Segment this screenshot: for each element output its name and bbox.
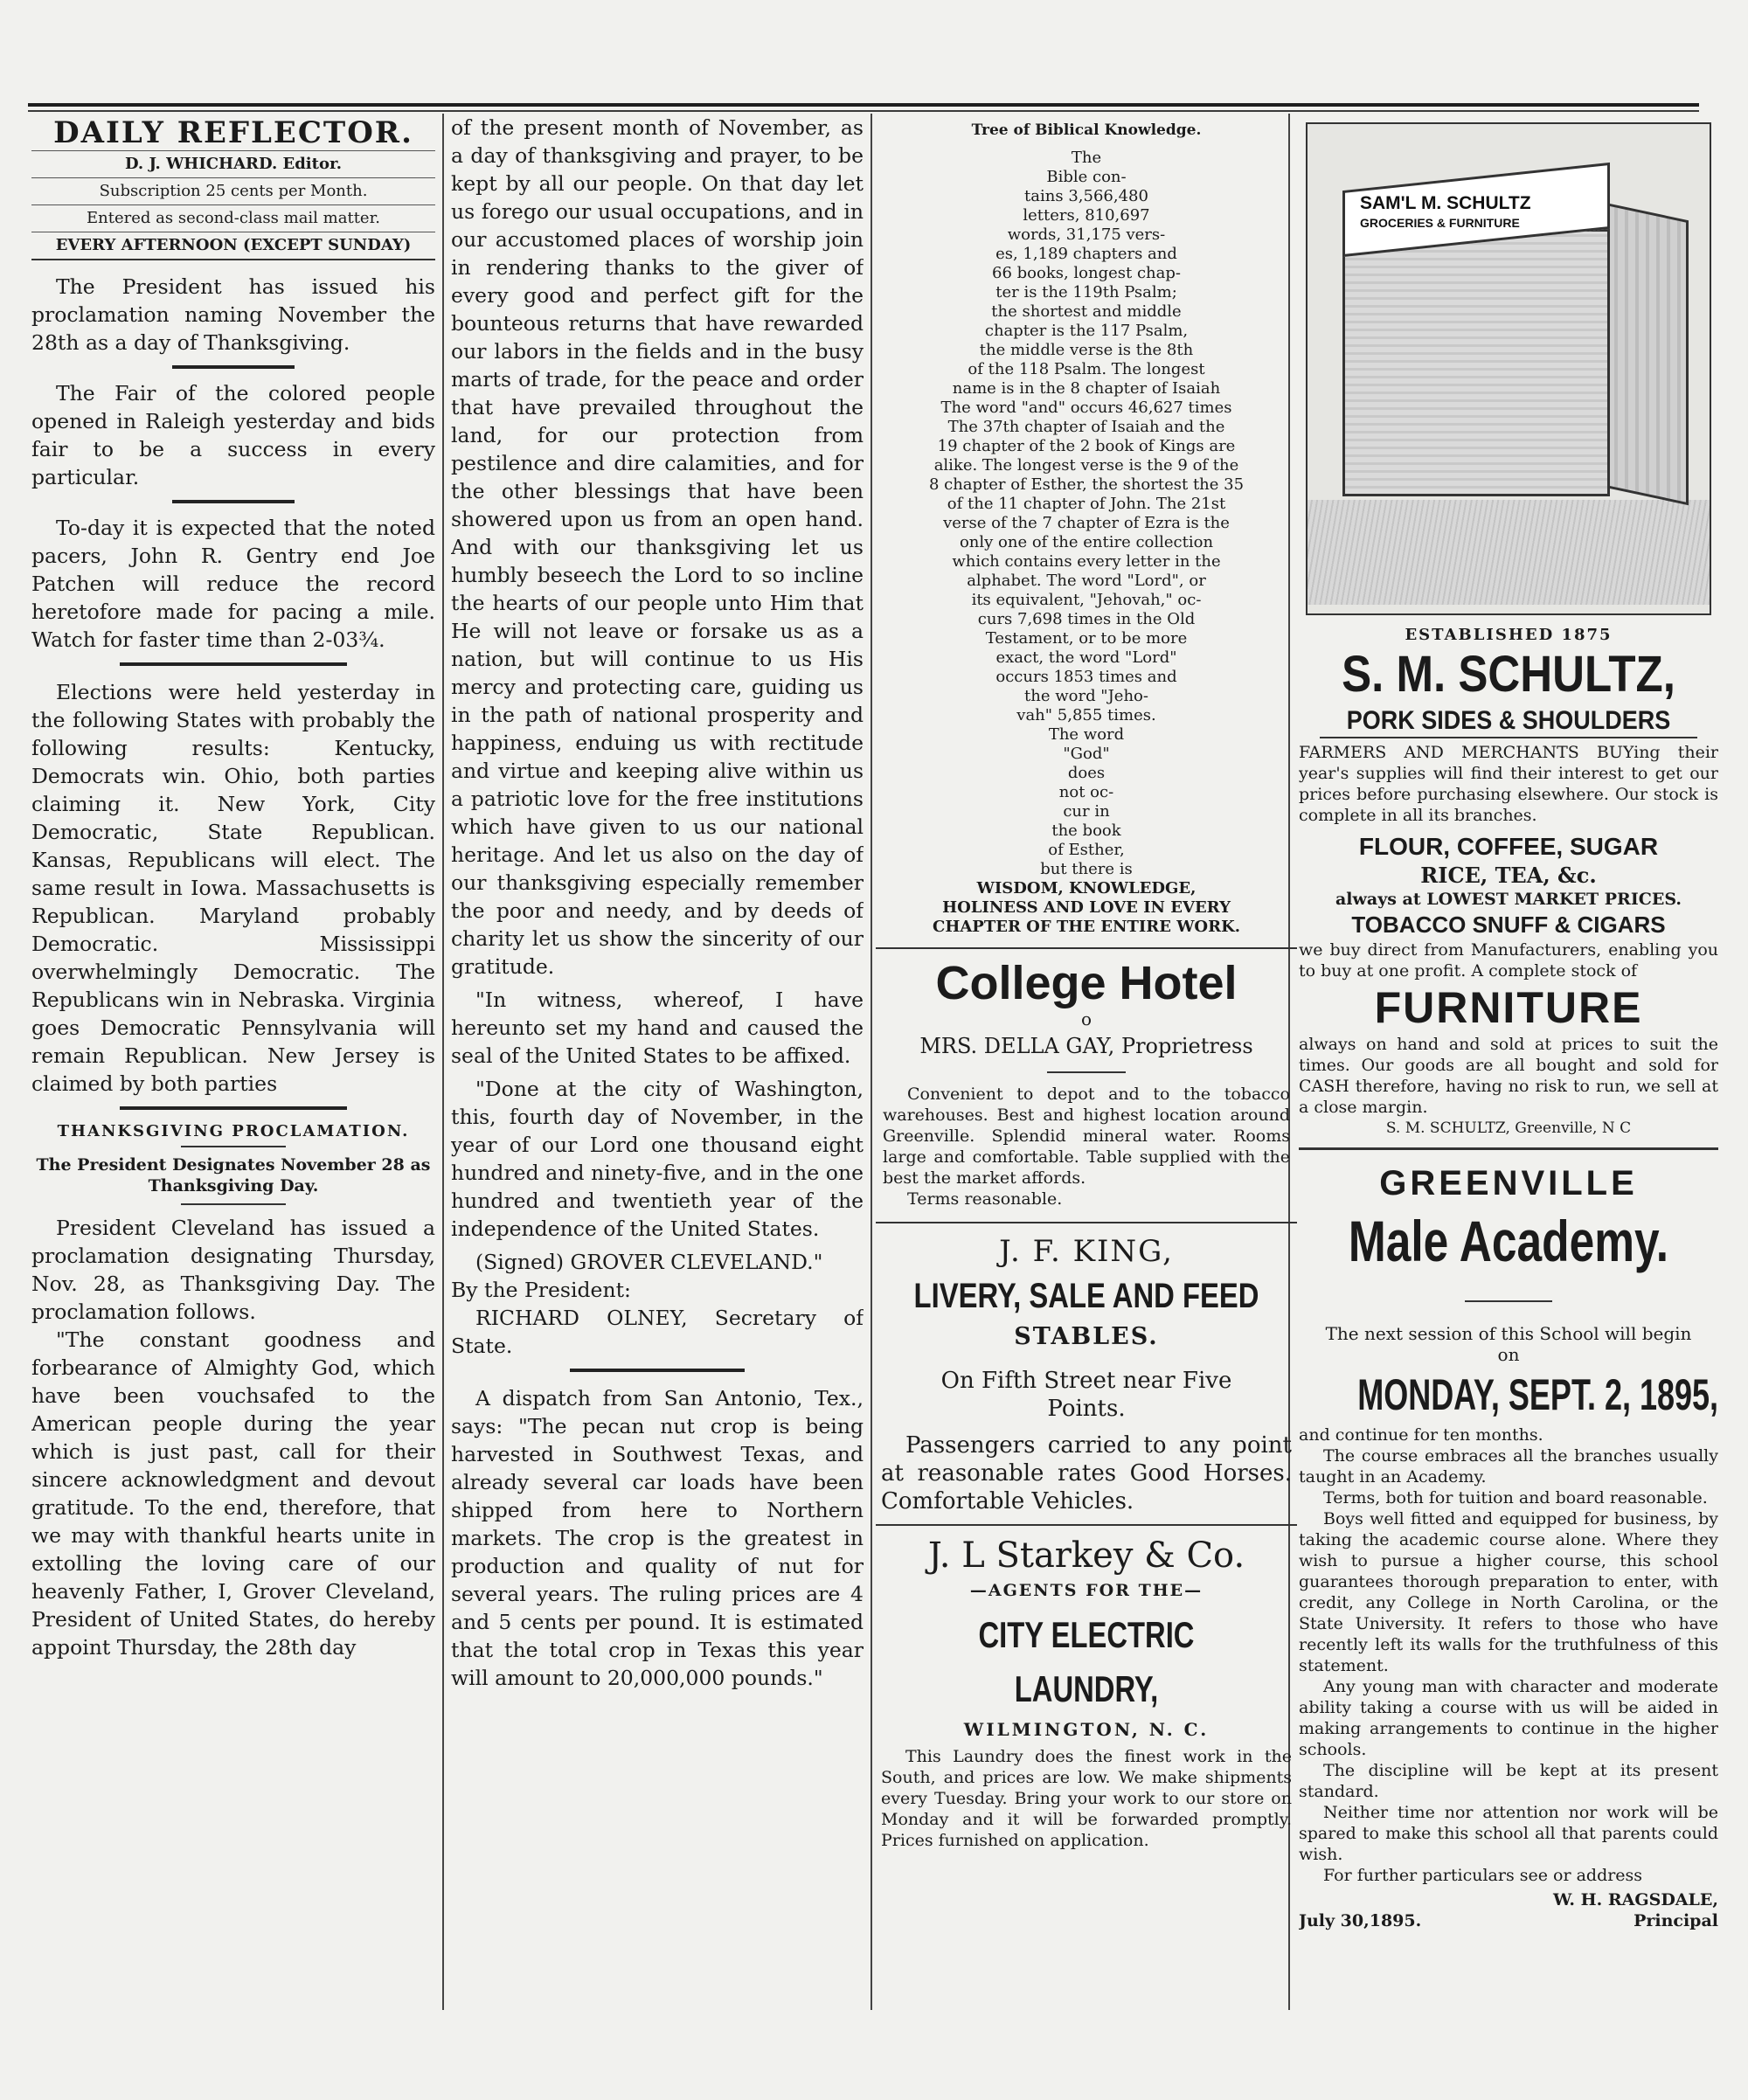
separator xyxy=(181,1203,286,1205)
tree-line: the shortest and middle xyxy=(991,302,1182,321)
tree-title: Tree of Biblical Knowledge. xyxy=(971,121,1202,139)
article-pecan-crop: A dispatch from San Antonio, Tex., says: "The pecan nut crop is being harvested in Southwest Texas, and already several car loads have been shipped from here to Northern markets. The crop is the greatest in production and quality of nut for several years. The ruling prices are 4 and 5 cents per pound. It is estimated that the total crop in Texas this year will amount to 20,000,000 pounds." xyxy=(451,1386,864,1690)
masthead-schedule: EVERY AFTERNOON (EXCEPT SUNDAY) xyxy=(31,232,435,260)
article-elections: Elections were held yesterday in the following States with probably the following results: Kentucky, Democrats win. Ohio, both parties claiming it. New York, City Democratic, State Republican. Kansas, Republicans will elect. The same result in Iowa. Massachusetts is Republican. Maryland probably Democratic. Mississippi overwhelmingly Democratic. The Republicans win in Nebraska. Virginia goes Democratic Pennsylvania will remain Republican. New Jersey is claimed by both parties xyxy=(31,680,435,1096)
hotel-proprietress: MRS. DELLA GAY, Proprietress xyxy=(919,1034,1253,1058)
separator xyxy=(172,500,295,503)
column-divider xyxy=(442,114,444,2010)
academy-particulars: For further particulars see or address xyxy=(1323,1866,1643,1885)
article-thanksgiving-note: The President has issued his proclamation naming November the 28th as a day of Thanksgiving. xyxy=(31,274,435,355)
next-session-text: The next session of this School will begin on xyxy=(1325,1323,1692,1365)
proclamation-secretary: RICHARD OLNEY, Secretary of State. xyxy=(451,1306,864,1358)
academy-attention: Neither time nor attention nor work will be spared to make this school all that parents could wish. xyxy=(1299,1803,1718,1864)
masthead-subscription: Subscription 25 cents per Month. xyxy=(31,177,435,204)
schultz-signature: S. M. SCHULTZ, Greenville, N C xyxy=(1385,1119,1632,1137)
top-rule-thin xyxy=(28,110,1699,112)
separator xyxy=(1465,1300,1552,1302)
building-front xyxy=(1342,229,1610,496)
king-name: J. F. KING, xyxy=(999,1234,1174,1269)
separator xyxy=(876,1222,1297,1223)
monday-date: MONDAY, SEPT. 2, 1895, xyxy=(1357,1370,1718,1419)
academy-boys: Boys well fitted and equipped for business, by taking the academic course alone. Where they wish to pursue a higher course, this school guarantees thorough preparation to enter, with credit, any College in North Carolina, or the State University. It refers to those who have recently left its walls for the truthfulness of this statement. xyxy=(1299,1509,1718,1675)
tree-line: does xyxy=(1067,764,1106,782)
tobacco-line: TOBACCO SNUFF & CIGARS xyxy=(1351,911,1666,938)
academy-terms: Terms, both for tuition and board reasonable. xyxy=(1323,1488,1708,1507)
separator xyxy=(1047,1071,1126,1073)
tree-line: words, 31,175 vers- xyxy=(1007,225,1166,244)
store-sign-line: GROCERIES & FURNITURE xyxy=(1360,216,1520,230)
tree-line: The word "and" occurs 46,627 times xyxy=(940,399,1232,417)
rice-line: RICE, TEA, &c. xyxy=(1420,863,1597,888)
academy-date: July 30,1895. xyxy=(1299,1911,1422,1930)
tree-line: Testament, or to be more xyxy=(985,629,1188,648)
proclamation-continued: of the present month of November, as a day of thanksgiving and prayer, to be kept by all our people. On that day let us forego our usual occupations, and in our accustomed places of worship join in rendering thanks to the giver of every good and perfect gift for the bounteous returns that have rewarded our labors in the fields and in the busy marts of trade, for the peace and order that have prevailed throughout the land, for our protection from pestilence and dire calamities, and for the other blessings that have been showered upon us from an open hand. And with our thanksgiving let us humbly beseech the Lord to so incline the hearts of our people unto Him that He will not leave or forsake us as a nation, but will continue to us His mercy and protecting care, guiding us in the path of national prosperity and happiness, enduing us with rectitude and virtue and keeping alive within us a patriotic love for the free institutions which have given to us our national heritage. And let us also on the day of our thanksgiving especially remember the poor and needy, and by deeds of charity let us show the sincerity of our gratitude. xyxy=(451,115,864,979)
academy-signer-title: Principal xyxy=(1634,1911,1718,1930)
column-4 xyxy=(1299,114,1718,1931)
article-proclamation-intro: President Cleveland has issued a proclamation designating Thursday, Nov. 28, as Thanksgiving Day. The proclamation follows. xyxy=(31,1216,435,1324)
separator xyxy=(172,365,295,369)
tree-line: HOLINESS AND LOVE IN EVERY xyxy=(942,898,1231,917)
academy-signer-block xyxy=(1553,1889,1718,1931)
tree-line: name is in the 8 chapter of Isaiah xyxy=(952,379,1221,398)
king-stables: STABLES. xyxy=(1014,1323,1159,1350)
tree-line: es, 1,189 chapters and xyxy=(995,245,1177,263)
flour-line: FLOUR, COFFEE, SUGAR xyxy=(1358,833,1659,860)
tree-line: The xyxy=(1071,149,1102,167)
separator xyxy=(120,1106,347,1110)
farmers-text: FARMERS AND MERCHANTS BUYing their year's supplies will find their interest to get our prices before purchasing elsewhere. Our stock is complete in all its branches. xyxy=(1299,743,1718,825)
tree-line: letters, 810,697 xyxy=(1023,206,1150,225)
separator xyxy=(570,1369,745,1372)
tree-line: CHAPTER OF THE ENTIRE WORK. xyxy=(933,918,1240,936)
king-location: On Fifth Street near Five Points. xyxy=(940,1368,1232,1422)
tree-line: alphabet. The word "Lord", or xyxy=(967,572,1206,590)
column-1 xyxy=(31,114,435,1661)
tree-line: not oc- xyxy=(1058,783,1114,801)
proclamation-heading: THANKSGIVING PROCLAMATION. xyxy=(57,1122,410,1140)
laundry-place: WILMINGTON, N. C. xyxy=(963,1719,1210,1740)
street-ground xyxy=(1308,500,1710,605)
tree-line: the book xyxy=(1051,821,1121,840)
academy-signer: W. H. RAGSDALE, xyxy=(1553,1890,1718,1909)
building-side xyxy=(1605,203,1689,505)
academy-course: The course embraces all the branches usually taught in an Academy. xyxy=(1299,1446,1718,1487)
separator xyxy=(181,1146,286,1147)
tree-line: the middle verse is the 8th xyxy=(979,341,1194,359)
hotel-title: College Hotel xyxy=(935,957,1238,1009)
hotel-description: Convenient to depot and to the tobacco warehouses. Best and highest location around Greenville. Splendid mineral water. Rooms large and comfortable. Table supplied with the best the market affords. xyxy=(883,1085,1290,1188)
academy-heading: Male Academy. xyxy=(1348,1209,1669,1273)
laundry-name: CITY ELECTRIC LAUNDRY, xyxy=(978,1614,1195,1709)
tree-line: tains 3,566,480 xyxy=(1024,187,1148,205)
buy-direct-text: we buy direct from Manufacturers, enabling you to buy at one profit. A complete stock of xyxy=(1299,940,1718,981)
proclamation-witness: "In witness, whereof, I have hereunto set my hand and caused the seal of the United States to be affixed. xyxy=(451,988,864,1068)
tree-line: 8 chapter of Esther, the shortest the 35 xyxy=(928,475,1245,494)
hotel-ornament: o xyxy=(1080,1008,1092,1029)
tree-line: Bible con- xyxy=(1046,168,1127,186)
schultz-name: S. M. SCHULTZ, xyxy=(1342,646,1675,703)
schultz-store-illustration xyxy=(1306,122,1711,615)
pork-line: PORK SIDES & SHOULDERS xyxy=(1320,705,1697,738)
tree-line: only one of the entire collection xyxy=(959,533,1214,551)
tree-line: WISDOM, KNOWLEDGE, xyxy=(976,879,1197,898)
masthead-title: DAILY REFLECTOR. xyxy=(53,115,413,150)
hotel-terms: Terms reasonable. xyxy=(907,1189,1063,1209)
tree-line: of the 118 Psalm. The longest xyxy=(968,360,1205,378)
article-pacers: To-day it is expected that the noted pacers, John R. Gentry end Joe Patchen will reduce the record heretofore made for pacing a mile. Watch for faster time than 2-03¾. xyxy=(31,516,435,652)
academy-footer xyxy=(1299,1889,1718,1931)
starkey-agents: —AGENTS FOR THE— xyxy=(969,1581,1203,1600)
tree-line: alike. The longest verse is the 9 of the xyxy=(933,456,1239,475)
separator xyxy=(876,947,1297,949)
tree-line: of Esther, xyxy=(1048,841,1125,859)
article-proclamation-text: "The constant goodness and forbearance of Almighty God, which have been vouchsafed to the American people during the year which is just past, call for their sincere acknowledgment and devout gratitude. To the end, therefore, that we may with thankful hearts unite in extolling the loving care of our heavenly Father, I, Grover Cleveland, President of United States, do hereby appoint Thursday, the 28th day xyxy=(31,1327,435,1660)
masthead-editor: D. J. WHICHARD. Editor. xyxy=(31,150,435,177)
proclamation-signed: (Signed) GROVER CLEVELAND." xyxy=(475,1250,823,1274)
tree-line: curs 7,698 times in the Old xyxy=(977,610,1196,628)
tree-line: The 37th chapter of Isaiah and the xyxy=(947,418,1225,436)
tree-line: verse of the 7 chapter of Ezra is the xyxy=(943,514,1230,532)
tree-line: 66 books, longest chap- xyxy=(992,264,1181,282)
established-line: ESTABLISHED 1875 xyxy=(1405,626,1613,644)
tree-line: its equivalent, "Jehovah," oc- xyxy=(971,591,1202,609)
store-sign-line: SAM'L M. SCHULTZ xyxy=(1360,193,1531,213)
proclamation-by-president: By the President: xyxy=(451,1278,631,1302)
tree-of-biblical-knowledge xyxy=(876,149,1297,937)
greenville-heading: GREENVILLE xyxy=(1379,1164,1638,1202)
laundry-description: This Laundry does the finest work in the South, and prices are low. We make shipments every Tuesday. Bring your work to our store on Monday and it will be forwarded promptly. Prices furnished on application. xyxy=(881,1747,1292,1850)
always-line: always at LOWEST MARKET PRICES. xyxy=(1335,890,1682,909)
tree-line: but there is xyxy=(1040,860,1133,878)
store-sign-text xyxy=(1360,194,1531,232)
king-business: LIVERY, SALE AND FEED xyxy=(913,1277,1259,1315)
tree-line: The word xyxy=(1048,725,1125,744)
separator xyxy=(1299,1147,1718,1150)
tree-line: the word "Jeho- xyxy=(1024,687,1148,705)
column-divider xyxy=(871,114,872,2010)
tree-line: chapter is the 117 Psalm, xyxy=(984,322,1189,340)
tree-line: which contains every letter in the xyxy=(952,552,1221,571)
tree-line: of the 11 chapter of John. The 21st xyxy=(947,495,1226,513)
academy-discipline: The discipline will be kept at its present standard. xyxy=(1299,1761,1718,1801)
proclamation-subheading: The President Designates November 28 as Thanksgiving Day. xyxy=(36,1155,431,1196)
tree-line: cur in xyxy=(1063,802,1110,821)
separator xyxy=(120,662,347,666)
column-2 xyxy=(451,114,864,1692)
always-hand-text: always on hand and sold at prices to suit the times. Our goods are all bought and sold for CASH therefore, having no risk to run, we sell at a close margin. xyxy=(1299,1035,1718,1117)
article-colored-fair: The Fair of the colored people opened in Raleigh yesterday and bids fair to be a success in every particular. xyxy=(31,381,435,489)
furniture-heading: FURNITURE xyxy=(1374,983,1643,1032)
tree-line: ter is the 119th Psalm; xyxy=(995,283,1177,301)
king-description: Passengers carried to any point at reasonable rates Good Horses. Comfortable Vehicles. xyxy=(881,1432,1292,1514)
starkey-name: J. L Starkey & Co. xyxy=(927,1535,1245,1576)
tree-line: vah" 5,855 times. xyxy=(1016,706,1156,724)
tree-line: occurs 1853 times and xyxy=(995,668,1177,686)
masthead-entered: Entered as second-class mail matter. xyxy=(31,204,435,232)
separator xyxy=(876,1524,1297,1526)
column-3 xyxy=(876,114,1297,1851)
continue-text: and continue for ten months. xyxy=(1299,1425,1543,1445)
proclamation-done: "Done at the city of Washington, this, fourth day of November, in the year of our Lord one thousand eight hundred and ninety-five, and in the one hundred and twentieth year of the independence of the United States. xyxy=(451,1077,864,1241)
tree-line: exact, the word "Lord" xyxy=(995,648,1177,667)
top-rule xyxy=(28,103,1699,107)
tree-line: 19 chapter of the 2 book of Kings are xyxy=(937,437,1236,455)
tree-line: "God" xyxy=(1063,745,1110,763)
academy-young-man: Any young man with character and moderate ability taking a course with us will be aided in making arrangements to continue in the higher schools. xyxy=(1299,1677,1718,1759)
